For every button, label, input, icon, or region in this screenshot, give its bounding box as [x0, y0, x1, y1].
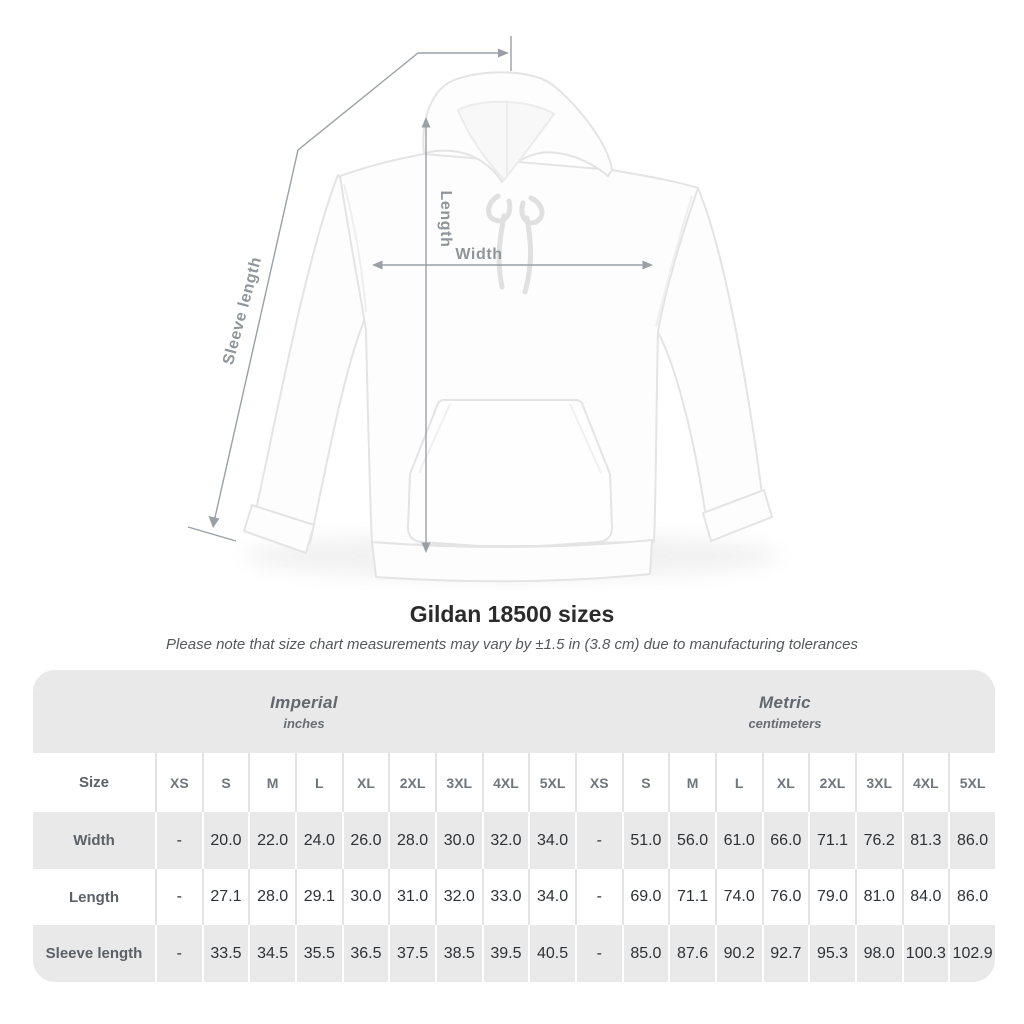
metric-group-header: [575, 670, 995, 753]
imperial-sublabel: inches: [283, 715, 325, 731]
width-row: [33, 812, 995, 869]
value-cell: 86.0: [948, 869, 995, 925]
size-header: XL: [342, 753, 389, 812]
page-title: Gildan 18500 sizes: [409, 601, 615, 627]
sleeve-end-tick: [188, 527, 236, 541]
value-cell: -: [575, 925, 622, 982]
size-header: M: [668, 753, 715, 812]
size-header: 3XL: [855, 753, 902, 812]
unit-group-row: [33, 670, 995, 753]
value-cell: 28.0: [248, 869, 295, 925]
size-table: [33, 670, 995, 982]
value-cell: 98.0: [855, 925, 902, 982]
sleeve-length-row: [33, 925, 995, 982]
size-header: XS: [155, 753, 202, 812]
length-row: [33, 869, 995, 925]
sleeve-length-label: Sleeve length: [220, 255, 266, 367]
value-cell: 26.0: [342, 812, 389, 869]
value-cell: 33.5: [202, 925, 249, 982]
value-cell: -: [575, 869, 622, 925]
size-header: 2XL: [808, 753, 855, 812]
value-cell: 84.0: [902, 869, 949, 925]
value-cell: 36.5: [342, 925, 389, 982]
value-cell: 74.0: [715, 869, 762, 925]
value-cell: 56.0: [668, 812, 715, 869]
value-cell: 33.0: [482, 869, 529, 925]
size-header: S: [202, 753, 249, 812]
value-cell: 24.0: [295, 812, 342, 869]
value-cell: -: [575, 812, 622, 869]
value-cell: 32.0: [482, 812, 529, 869]
value-cell: 102.9: [948, 925, 995, 982]
size-header: XL: [762, 753, 809, 812]
size-header: 3XL: [435, 753, 482, 812]
value-cell: 28.0: [388, 812, 435, 869]
value-cell: 81.3: [902, 812, 949, 869]
value-cell: 69.0: [622, 869, 669, 925]
size-header: L: [295, 753, 342, 812]
value-cell: 90.2: [715, 925, 762, 982]
value-cell: 39.5: [482, 925, 529, 982]
value-cell: 85.0: [622, 925, 669, 982]
value-cell: 32.0: [435, 869, 482, 925]
imperial-label: Imperial: [270, 692, 338, 712]
value-cell: 79.0: [808, 869, 855, 925]
size-header: 5XL: [528, 753, 575, 812]
value-cell: -: [155, 925, 202, 982]
value-cell: 40.5: [528, 925, 575, 982]
value-cell: 29.1: [295, 869, 342, 925]
row-label: Length: [33, 869, 155, 925]
value-cell: 35.5: [295, 925, 342, 982]
value-cell: 87.6: [668, 925, 715, 982]
value-cell: 51.0: [622, 812, 669, 869]
value-cell: 37.5: [388, 925, 435, 982]
hoodie-pocket: [408, 400, 612, 546]
size-header: L: [715, 753, 762, 812]
size-header-row: [33, 753, 995, 812]
size-header: 4XL: [482, 753, 529, 812]
value-cell: 38.5: [435, 925, 482, 982]
value-cell: 71.1: [668, 869, 715, 925]
size-header: M: [248, 753, 295, 812]
value-cell: -: [155, 869, 202, 925]
value-cell: 61.0: [715, 812, 762, 869]
size-column-header: Size: [33, 753, 155, 812]
value-cell: 22.0: [248, 812, 295, 869]
value-cell: 30.0: [435, 812, 482, 869]
size-header: 5XL: [948, 753, 995, 812]
value-cell: 34.5: [248, 925, 295, 982]
length-label: Length: [437, 190, 454, 248]
value-cell: 76.0: [762, 869, 809, 925]
value-cell: 34.0: [528, 812, 575, 869]
value-cell: 20.0: [202, 812, 249, 869]
metric-label: Metric: [759, 692, 811, 712]
value-cell: 100.3: [902, 925, 949, 982]
value-cell: 81.0: [855, 869, 902, 925]
hoodie-left-sleeve: [244, 175, 366, 553]
value-cell: 31.0: [388, 869, 435, 925]
size-header: S: [622, 753, 669, 812]
width-label: Width: [455, 246, 503, 263]
row-label: Width: [33, 812, 155, 869]
tolerance-note: Please note that size chart measurements may vary by ±1.5 in (3.8 cm) due to manufacturing tolerances: [166, 636, 858, 653]
value-cell: 95.3: [808, 925, 855, 982]
value-cell: 71.1: [808, 812, 855, 869]
value-cell: 30.0: [342, 869, 389, 925]
size-table-container: [33, 670, 995, 982]
metric-sublabel: centimeters: [748, 715, 822, 731]
size-header: 4XL: [902, 753, 949, 812]
value-cell: 66.0: [762, 812, 809, 869]
value-cell: 27.1: [202, 869, 249, 925]
value-cell: 86.0: [948, 812, 995, 869]
value-cell: -: [155, 812, 202, 869]
value-cell: 34.0: [528, 869, 575, 925]
row-label: Sleeve length: [33, 925, 155, 982]
value-cell: 92.7: [762, 925, 809, 982]
value-cell: 76.2: [855, 812, 902, 869]
size-header: XS: [575, 753, 622, 812]
imperial-group-header: [33, 670, 575, 753]
size-header: 2XL: [388, 753, 435, 812]
